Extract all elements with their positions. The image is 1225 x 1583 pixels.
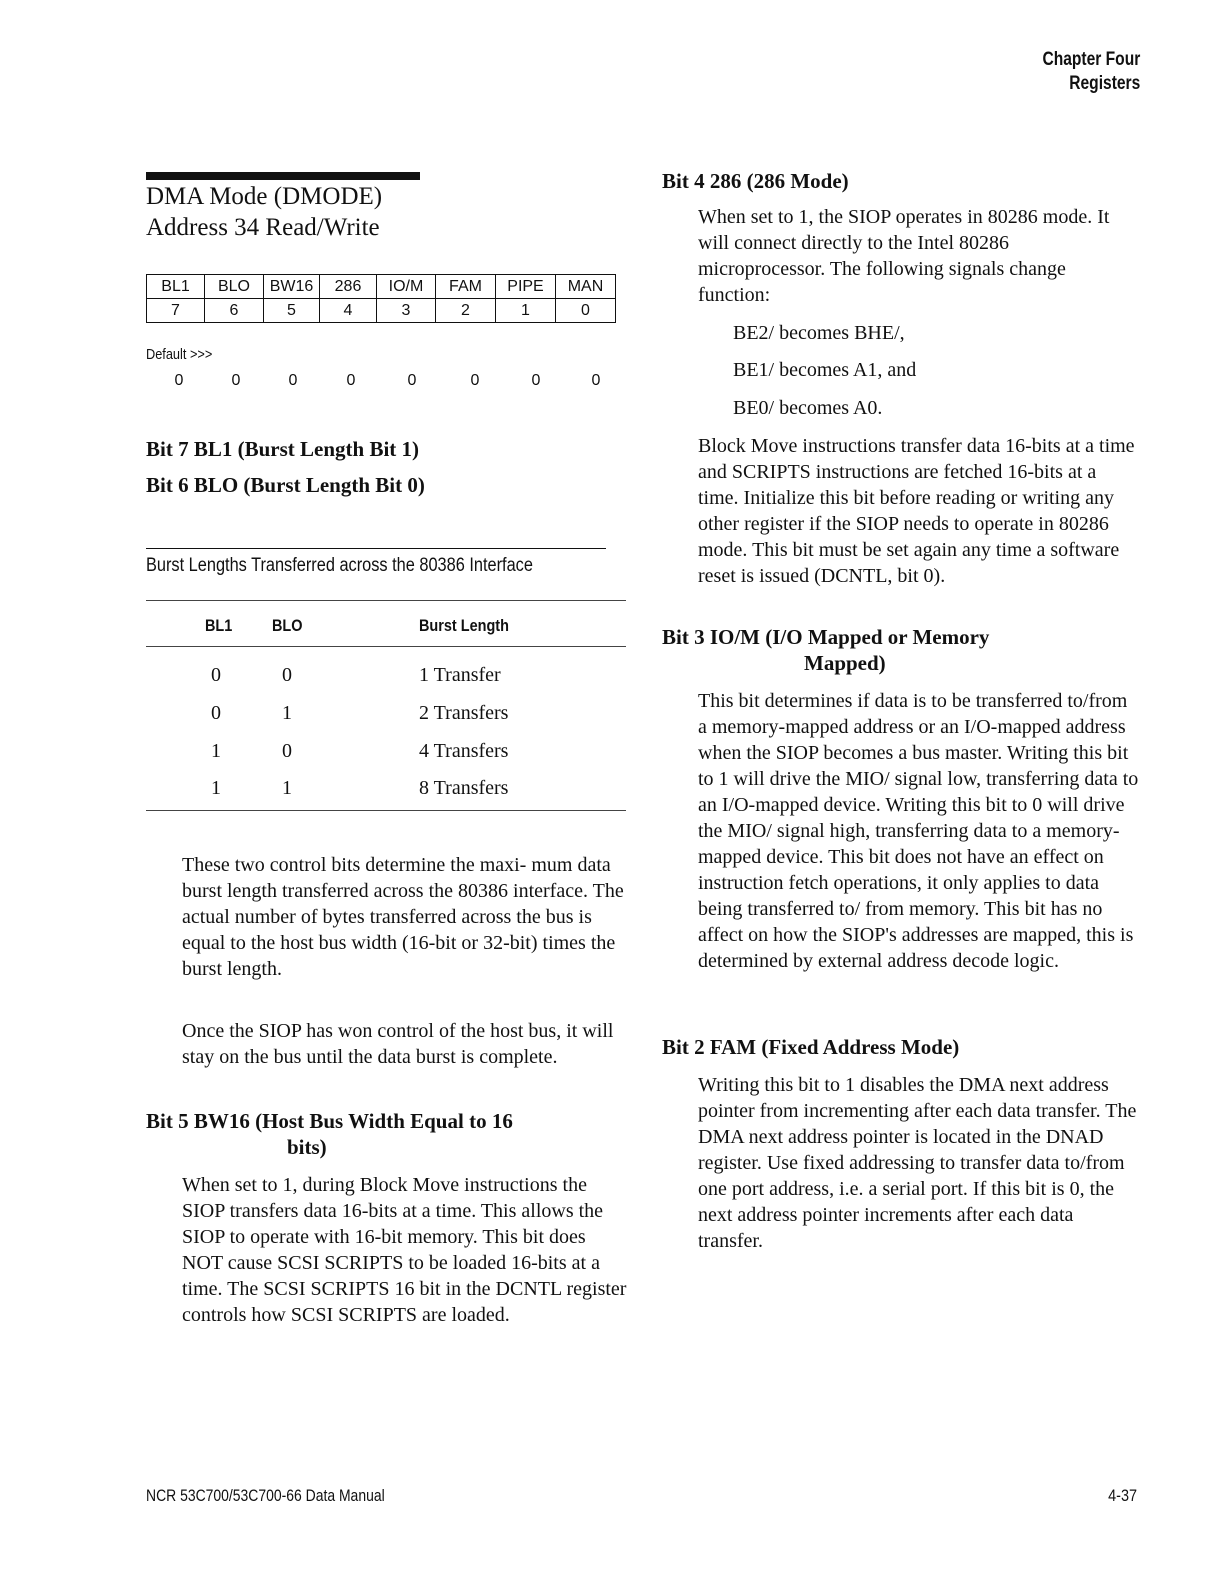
burst-cell: 1: [282, 702, 292, 724]
burst-cell: 1: [211, 740, 221, 762]
bit-name-cell: BW16: [264, 275, 320, 299]
burst-cell: 1: [211, 777, 221, 799]
default-value: 0: [531, 372, 541, 389]
bit-number-cell: 7: [147, 299, 205, 323]
burst-cell: 1 Transfer: [419, 664, 501, 686]
footer-manual-title: NCR 53C700/53C700-66 Data Manual: [146, 1486, 385, 1505]
section-label: Registers: [1068, 73, 1140, 94]
default-value: 0: [346, 372, 356, 389]
bit-number-cell: 1: [496, 299, 556, 323]
burst-table-caption-text: Burst Lengths Transferred across the 80386 Interface: [146, 555, 533, 576]
bit3-heading: Bit 3 IO/M (I/O Mapped or Memory: [662, 625, 990, 649]
bit6-heading: Bit 6 BLO (Burst Length Bit 0): [146, 473, 425, 497]
default-value: 0: [591, 372, 601, 389]
burst-table-rule-bottom: [146, 810, 626, 811]
bit5-heading-cont: bits): [287, 1135, 327, 1159]
bit-number-cell: 4: [320, 299, 377, 323]
bit4-signal-2: BE1/ becomes A1, and: [733, 359, 917, 381]
burst-cell: 4 Transfers: [419, 740, 509, 762]
default-label: Default >>>: [146, 346, 213, 363]
chapter-label: Chapter Four: [1042, 49, 1140, 70]
bit-number-row: [147, 299, 616, 323]
burst-cell: 8 Transfers: [419, 777, 509, 799]
bit-name-row: [147, 275, 616, 299]
burst-cell: 0: [211, 664, 221, 686]
burst-header-blo: BLO: [272, 616, 303, 635]
register-address: Address 34 Read/Write: [146, 214, 380, 241]
bit7-heading: Bit 7 BL1 (Burst Length Bit 1): [146, 437, 420, 461]
burst-description-paragraph: These two control bits determine the maxi- mum data burst length transferred across the 80386 interface. The actual number of bytes transferred across the bus is equal to the host bus width (16-bit or 32-bit) times the burst length.: [182, 854, 624, 980]
bit-name-cell: MAN: [556, 275, 616, 299]
bit2-paragraph: Writing this bit to 1 disables the DMA next address pointer from incrementing after each data transfer. The DMA next address pointer is located in the DNAD register. Use fixed addressing to transfer data to/from one port address, i.e. a serial port. If this bit is 0, the next address pointer increments after each data transfer.: [698, 1074, 1137, 1252]
register-name: DMA Mode (DMODE): [146, 183, 383, 210]
default-value: 0: [470, 372, 480, 389]
bit4-paragraph-2: Block Move instructions transfer data 16-bits at a time and SCRIPTS instructions are fetched 16-bits at a time. Initialize this bit before reading or writing any other register if the SIOP needs to operate in 80286 mode. This bit must be set again any time a software reset is issued (DCNTL, bit 0).: [698, 435, 1135, 587]
bit4-paragraph: When set to 1, the SIOP operates in 80286 mode. It will connect directly to the Intel 80286 microprocessor. The following signals change function:: [698, 206, 1110, 306]
burst-cell: 0: [282, 664, 292, 686]
default-value: 0: [231, 372, 241, 389]
bit4-signal-1: BE2/ becomes BHE/,: [733, 322, 905, 344]
bit-number-cell: 3: [377, 299, 436, 323]
default-value: 0: [174, 372, 184, 389]
bit-name-cell: BLO: [205, 275, 264, 299]
default-value: 0: [288, 372, 298, 389]
bit-name-cell: BL1: [147, 275, 205, 299]
default-value: 0: [407, 372, 417, 389]
title-rule: [146, 172, 420, 180]
burst-cell: 2 Transfers: [419, 702, 509, 724]
bit5-paragraph: When set to 1, during Block Move instructions the SIOP transfers data 16-bits at a time. This allows the SIOP to operate with 16-bit memory. This bit does NOT cause SCSI SCRIPTS to be loaded 16-bits at a time. The SCSI SCRIPTS 16 bit in the DCNTL register controls how SCSI SCRIPTS are loaded.: [182, 1174, 627, 1326]
bit-number-cell: 5: [264, 299, 320, 323]
register-title: [146, 181, 382, 243]
bit-number-cell: 0: [556, 299, 616, 323]
bit5-heading: Bit 5 BW16 (Host Bus Width Equal to 16: [146, 1109, 513, 1133]
burst-header-bl1: BL1: [205, 616, 233, 635]
footer-page-number: 4-37: [1108, 1486, 1137, 1505]
running-header: [1042, 48, 1140, 96]
bit-name-cell: FAM: [436, 275, 496, 299]
bit3-paragraph: This bit determines if data is to be transferred to/from a memory-mapped address or an I/O-mapped address when the SIOP becomes a bus master. Writing this bit to 1 will drive the MIO/ signal low, transferring data to an I/O-mapped device. Writing this bit to 0 will drive the MIO/ signal high, transferring data to a memory-mapped device. This bit does not have an effect on instruction fetch operations, it only applies to data being transferred to/ from memory. This bit has no affect on how the SIOP's addresses are mapped, this is determined by external address decode logic.: [698, 690, 1139, 972]
burst-table-rule-mid: [146, 646, 626, 647]
bus-hold-paragraph: Once the SIOP has won control of the host bus, it will stay on the bus until the data burst is complete.: [182, 1020, 614, 1068]
burst-cell: 0: [211, 702, 221, 724]
bit-name-cell: IO/M: [377, 275, 436, 299]
bit2-heading: Bit 2 FAM (Fixed Address Mode): [662, 1035, 960, 1059]
bit-number-cell: 2: [436, 299, 496, 323]
bit-name-cell: PIPE: [496, 275, 556, 299]
bit-name-cell: 286: [320, 275, 377, 299]
bit3-heading-cont: Mapped): [804, 651, 886, 675]
burst-header-length: Burst Length: [419, 616, 509, 635]
burst-table-rule-top: [146, 600, 626, 601]
register-bit-table: [146, 274, 616, 323]
burst-cell: 1: [282, 777, 292, 799]
bit-number-cell: 6: [205, 299, 264, 323]
burst-cell: 0: [282, 740, 292, 762]
bit4-heading: Bit 4 286 (286 Mode): [662, 169, 849, 193]
burst-table-caption: [146, 548, 606, 577]
bit4-signal-3: BE0/ becomes A0.: [733, 397, 883, 419]
